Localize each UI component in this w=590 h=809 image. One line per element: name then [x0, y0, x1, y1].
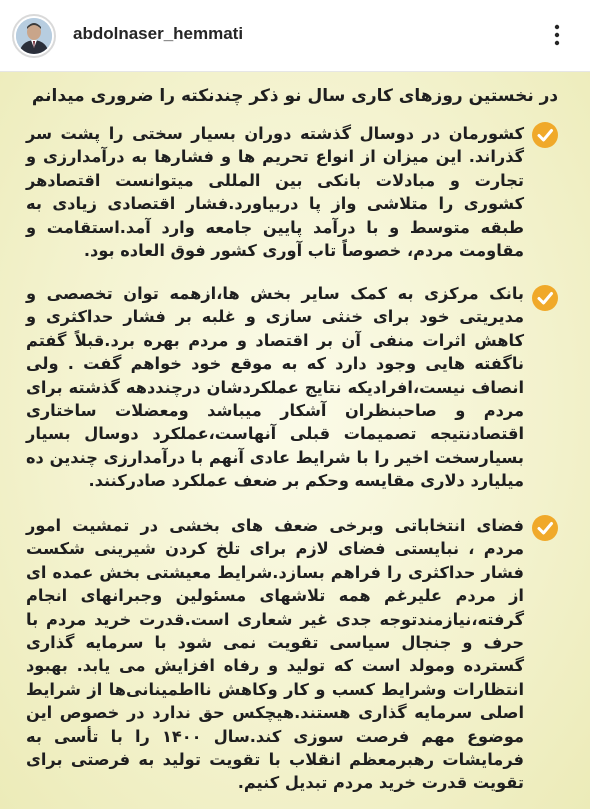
paragraph-3: فضای انتخاباتی وبرخی ضعف های بخشی در تمشیت امور مردم ، نبایستی فضای لازم برای تلخ کردن شیرینی شکست فشار حداکثری را فراهم بسازد.شرایط معیشتی بخش عمده ای از مردم علیرغم همه تلاشهای مسئولین وجبرانهای انجام گرفته،نیازمندتوجه جدی غیر شعاری است.قدرت خرید مردم با حرف و جنجال سیاسی تقویت نمی شود با سرمایه گذاری گسترده ومولد است که تولید و رفاه افزایش می یابد. بهبود انتظارات وشرایط کسب و کار وکاهش نااطمینانی‌ها از شرایط اصلی سرمایه گذاری هستند.هیچکس حق ندارد در خصوص این موضوع مهم فرصت سوزی کند.سال ۱۴۰۰ را با تأسی به فرمایشات رهبرمعظم انقلاب با تقویت تولید به فرصتی برای تقویت قدرت خرید مردم تبدیل کنیم. — [26, 516, 524, 793]
paragraph-1: کشورمان در دوسال گذشته دوران بسیار سختی را پشت سر گذراند. این میزان از انواع تحریم ها و فشارها به درآمدارزی و تجارت و مبادلات بانکی بین المللی میتوانست اقتصادهر کشوری را متلاشی واز پا دربیاورد.فشار اقتصادی زیادی به طبقه متوسط و با درآمد پایین جامعه وارد آمد.استقامت و مقاومت مردم، خصوصاً تاب آوری کشور فوق العاده بود. — [26, 124, 524, 261]
post-header — [0, 0, 590, 72]
post-headline: در نخستین روزهای کاری سال نو ذکر چندنکته را ضروری میدانم — [31, 86, 559, 106]
avatar[interactable] — [12, 14, 56, 58]
person-silhouette-icon — [16, 18, 52, 54]
check-circle-icon — [530, 120, 560, 150]
username[interactable]: abdolnaser_hemmati — [73, 24, 244, 43]
profile-photo — [16, 18, 52, 54]
check-circle-icon — [530, 283, 560, 313]
post-image — [0, 72, 590, 809]
paragraph-2: بانک مرکزی به کمک سایر بخش ها،ازهمه توان تخصصی و مدیریتی خود برای خنثی سازی و غلبه بر فشار حداکثری و کاهش اثرات منفی آن بر اقتصاد و مردم بهره برد.قبلاً گفتم ناگفته هایی وجود دارد که به موقع خود خواهم گفت . ولی انصاف نیست،افرادیکه نتایج عملکردشان درچنددهه گذشته برای مردم و صاحبنظران آشکار میباشد ومعضلات ساختاری اقتصادنتیجه تصمیمات قبلی آنهاست،عملکرد دوسال بسیار بسیارسخت اخیر را با شرایط عادی آنهم با درآمدارزی چندین ده میلیارد دلاری مقایسه وحکم بر ضعف عملکرد صادرکنند. — [26, 284, 524, 491]
more-options-icon[interactable] — [544, 22, 570, 48]
check-circle-icon — [530, 513, 560, 543]
